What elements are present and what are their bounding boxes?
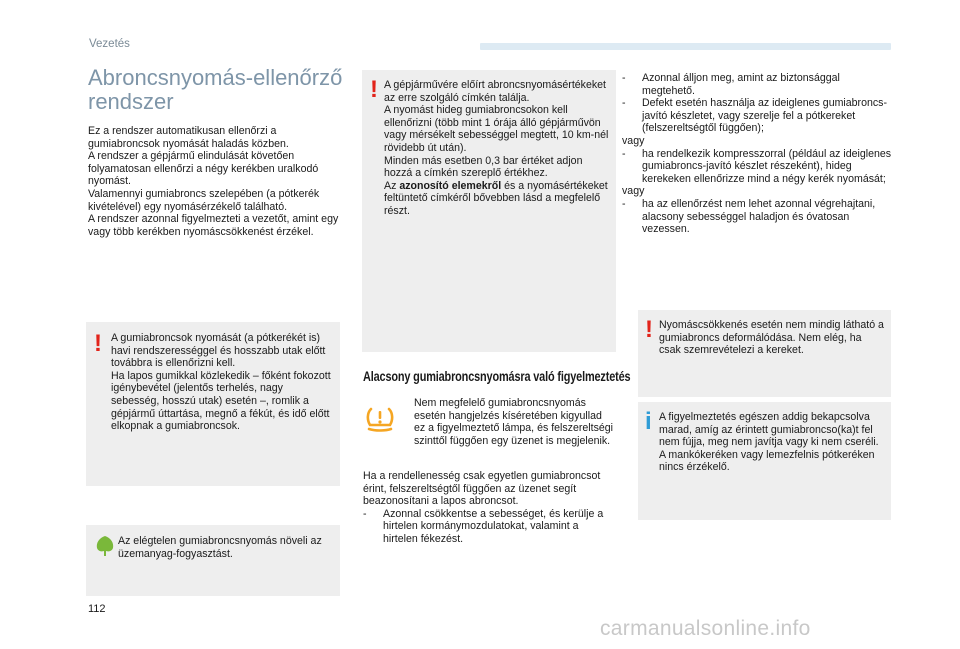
text-run: Az — [384, 179, 400, 192]
list-dash: - — [622, 197, 626, 210]
info-box-warning-active — [638, 402, 891, 520]
list-item-text: Azonnal álljon meg, amint az biztonsággal megtehető. — [642, 72, 840, 97]
text-run: és a nyomásértékeket feltüntető címkéről bővebben lásd a megfelelő részt. — [384, 179, 608, 217]
page-number: 112 — [88, 603, 106, 615]
warning-text — [111, 332, 333, 433]
warning-paragraph: A gumiabroncsok nyomását (a pótkerékét is) havi rendszerességgel és hosszabb utak előtt továbbra is ellenőrizni kell. — [111, 332, 326, 370]
list-item — [622, 97, 892, 135]
info-paragraph: A mankókeréken vagy lemezfelnis pótkeréken nincs érzékelő. — [659, 448, 875, 474]
warning-paragraph: Ha lapos gumikkal közlekedik – főként fokozott igénybevétel (jelentős terhelés, nagy sebesség, hosszú utak) esetén –, romlik a gépjármű úttartása, megnő a fékút, és idő előtt elkopnak a gumiabroncsok. — [111, 369, 331, 433]
warning-box-pressure-check — [86, 322, 340, 486]
warning-paragraph: A nyomást hideg gumiabroncsokon kell ellenőrizni (több mint 1 órája álló gépjárművön vagy mérsékelt sebességgel megtett, 10 km-nél rövidebb út után). — [384, 104, 609, 154]
eco-leaf-icon — [95, 535, 115, 557]
warning-text: Nyomáscsökkenés esetén nem mindig látható a gumiabroncs deformálódása. Nem elég, ha csak szemrevételezi a kereket. — [659, 319, 884, 357]
warning-paragraph: Minden más esetben 0,3 bar értéket adjon hozzá a címkén szereplő értékhez. — [384, 154, 583, 180]
list-item — [363, 508, 615, 546]
warning-text — [384, 79, 610, 218]
info-text — [659, 411, 885, 474]
list-item-text: ha rendelkezik kompresszorral (például az ideiglenes gumiabroncs-javító készlet részeként), hideg kerekeken ellenőrizze mind a négy kerék nyomását; — [642, 147, 892, 185]
list-item — [622, 148, 892, 186]
eco-note-box — [86, 525, 340, 596]
identification-elements-reference: azonosító elemekről — [399, 179, 502, 192]
instructions-list — [622, 72, 892, 236]
warning-exclamation-icon: ! — [370, 76, 378, 103]
intro-text — [88, 125, 350, 238]
warning-box-deformation — [638, 310, 891, 397]
warning-paragraph — [384, 180, 610, 218]
list-item-text: Defekt esetén használja az ideiglenes gumiabroncs-javító készletet, vagy szerelje fel a pótkereket (felszereltségtől függően); — [642, 97, 887, 135]
intro-paragraph: Ez a rendszer automatikusan ellenőrzi a gumiabroncsok nyomását haladás közben. — [88, 125, 289, 150]
list-item — [622, 72, 892, 97]
header-rule — [480, 43, 891, 50]
list-dash: - — [622, 97, 626, 110]
list-dash: - — [363, 507, 367, 520]
warning-exclamation-icon: ! — [645, 316, 653, 343]
list-dash: - — [622, 147, 626, 160]
list-item — [622, 198, 892, 236]
list-or: vagy — [622, 185, 645, 198]
list-item-text: ha az ellenőrzést nem lehet azonnal végrehajtani, alacsony sebességgel haladjon és óvatosan vezessen. — [642, 197, 876, 236]
intro-paragraph: Valamennyi gumiabroncs szelepében (a pótkerék kivételével) egy nyomásérzékelő található. — [88, 187, 320, 213]
page-title: Abroncsnyomás-ellenőrző rendszer — [88, 65, 343, 114]
info-paragraph: A figyelmeztetés egészen addig bekapcsolva marad, amíg az érintett gumiabroncso(ka)t fel nem fújja, meg nem javítja vagy ki nem cseréli. — [659, 411, 879, 449]
warning-box-pressure-label — [362, 70, 616, 352]
warning-exclamation-icon: ! — [94, 330, 102, 357]
low-pressure-paragraph: Ha a rendellenesség csak egyetlen gumiabroncsot érint, felszereltségtől függően az üzenet segít beazonosítani a lapos abroncsot. — [363, 470, 601, 508]
warning-lamp-description: Nem megfelelő gumiabroncsnyomás esetén hangjelzés kíséretében kigyullad ez a figyelmeztető lámpa, és felszereltségi szinttől függően egy üzenet is megjelenik. — [414, 397, 614, 447]
list-item-text: Azonnal csökkentse a sebességet, és kerülje a hirtelen kormánymozdulatokat, valamint a hirtelen fékezést. — [383, 507, 604, 545]
low-pressure-text — [363, 470, 615, 546]
info-icon: i — [645, 408, 652, 435]
section-label: Vezetés — [89, 38, 130, 50]
list-dash: - — [622, 72, 626, 84]
intro-paragraph: A rendszer azonnal figyelmezteti a vezetőt, amint egy vagy több kerékben nyomáscsökkenést érzékel. — [88, 213, 339, 238]
tyre-pressure-warning-lamp-icon — [365, 405, 395, 433]
list-or: vagy — [622, 134, 645, 147]
intro-paragraph: A rendszer a gépjármű elindulását követően folyamatosan ellenőrzi a négy kerékben uralkodó nyomást. — [88, 150, 319, 188]
watermark: carmanualsonline.info — [600, 617, 811, 640]
low-pressure-heading: Alacsony gumiabroncsnyomásra való figyelmeztetés — [363, 368, 631, 384]
eco-note-text: Az elégtelen gumiabroncsnyomás növeli az üzemanyag-fogyasztást. — [118, 535, 322, 560]
warning-paragraph: A gépjárművére előírt abroncsnyomásértékeket az erre szolgáló címkén találja. — [384, 79, 606, 104]
